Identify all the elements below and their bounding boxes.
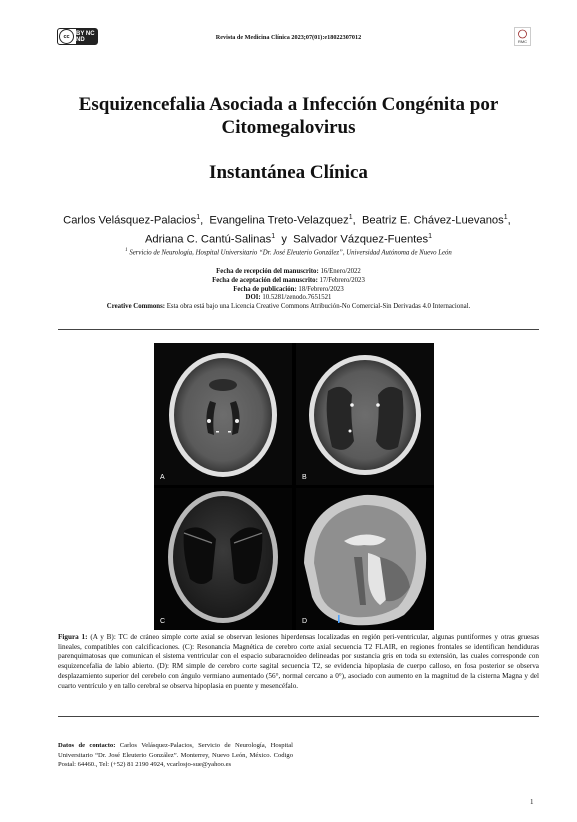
section-type: Instantánea Clínica (209, 162, 368, 183)
journal-logo-icon (514, 27, 531, 46)
affiliation-text: Servicio de Neurología, Hospital Universitario “Dr. José Eleuterio González”, Universidad Autónoma de Nuevo León (129, 249, 452, 257)
page-number: 1 (530, 798, 534, 806)
by-nc-nd-badge: BY NC ND (76, 29, 97, 44)
panel-a (154, 343, 292, 485)
received-label: Fecha de recepción del manuscrito: (216, 268, 319, 275)
author-sup: 1 (503, 214, 508, 221)
article-title (40, 93, 537, 139)
title-line-1: Esquizencefalia Asociada a Infección Congénita por (78, 94, 499, 115)
panel-label-a: A (160, 474, 165, 481)
panel-c (154, 488, 292, 630)
author-name: Salvador Vázquez-Fuentes (293, 233, 429, 246)
received-date: 16/Enero/2022 (320, 268, 361, 275)
journal-reference: Revista de Medicina Clínica 2023;07(01):e18022307012 (215, 34, 362, 41)
figure-caption (58, 633, 539, 691)
journal-logo-text: RMC (517, 39, 528, 44)
affiliation (40, 248, 537, 256)
author-conjunction: y (281, 233, 287, 246)
contact-label: Datos de contacto: (58, 742, 116, 749)
author-sup: 1 (348, 214, 353, 221)
author-sup: 1 (271, 232, 276, 240)
panel-d (296, 488, 434, 630)
scale-marker-icon (338, 615, 340, 623)
contact-text: Carlos Velásquez-Palacios, Servicio de Neurología, Hospital Universitario “Dr. José Eleuterio González”. Monterrey, Nuevo León, México. Codigo Postal: 64460., Tel: (+52) 81 2190 4924, vcarlosjo-sue@yahoo.es (58, 742, 293, 769)
cc-license-text: Esta obra está bajo una Licencia Creative Commons Atribución-No Comercial-Sin Derivadas 4.0 Internacional. (166, 303, 471, 311)
author-list: Carlos Velásquez-Palacios$^1$, Evangelina Treto-Velazquez$^1$, Beatriz E. Chávez-Luevanos$^1$, Adriana C. Cantú-Salinas$^1$ y Salvador Vázquez-Fuentes$^1$ (63, 214, 514, 246)
author-name: Evangelina Treto-Velazquez (209, 214, 349, 227)
cc-icon: cc (59, 29, 74, 44)
panel-b (296, 343, 434, 485)
article-metadata (40, 268, 537, 312)
doi-link[interactable]: 10.5281/zenodo.7651521 (262, 294, 332, 302)
doi-label: DOI: (245, 294, 261, 302)
panel-label-d: D (302, 618, 308, 625)
cc-label: Creative Commons: (106, 303, 165, 311)
panel-label-b: B (302, 474, 307, 481)
divider-bottom (58, 716, 539, 717)
panel-label-c: C (160, 618, 166, 625)
contact-info (58, 741, 293, 770)
figure-1-image (154, 343, 434, 630)
author-sup: 1 (196, 214, 201, 221)
divider-top (58, 329, 539, 330)
published-date: 18/Febrero/2023 (298, 285, 344, 293)
author-name: Adriana C. Cantú-Salinas (144, 233, 272, 246)
caption-label: Figura 1: (58, 633, 88, 641)
author-sup: 1 (428, 232, 433, 240)
author-name: Beatriz E. Chávez-Luevanos (361, 214, 504, 227)
affiliation-sup: 1 (125, 248, 128, 253)
title-line-2: Citomegalovirus (221, 117, 356, 138)
author-name: Carlos Velásquez-Palacios (63, 214, 197, 227)
published-label: Fecha de publicación: (233, 285, 297, 293)
accepted-date: 17/Febrero/2023 (319, 276, 365, 284)
caption-text: (A y B): TC de cráneo simple corte axial se observan lesiones hiperdensas localizadas en región peri-ventricular, algunas puntiformes y otras gruesas lineales, compatibles con calcificaciones. (C): Resonancia Magnética de cerebro corte axial secuencia T2 FLAIR, en regiones frontales se identifican hendiduras parenquimatosas que comunican el sistema ventricular con el espacio subaracnoideo delineadas por sustancia gris en toda su extensión, las cuales corresponde con esquizencefalia de labio abierto. (D): RM simple de cerebro corte sagital secuencia T2, se evidencia hipoplasia de cuerpo calloso, en fosa posterior se observa desplazamiento superior del cerebelo con ángulo vermiano aumentado (56°, normal cercano a 0°), asociado con aumento en la magnitud de la cisterna Magna y del cuarto ventrículo y en tallo cerebral se observa hipoplasia en puente y mesencéfalo. (58, 633, 540, 690)
accepted-label: Fecha de aceptación del manuscrito: (212, 276, 318, 284)
